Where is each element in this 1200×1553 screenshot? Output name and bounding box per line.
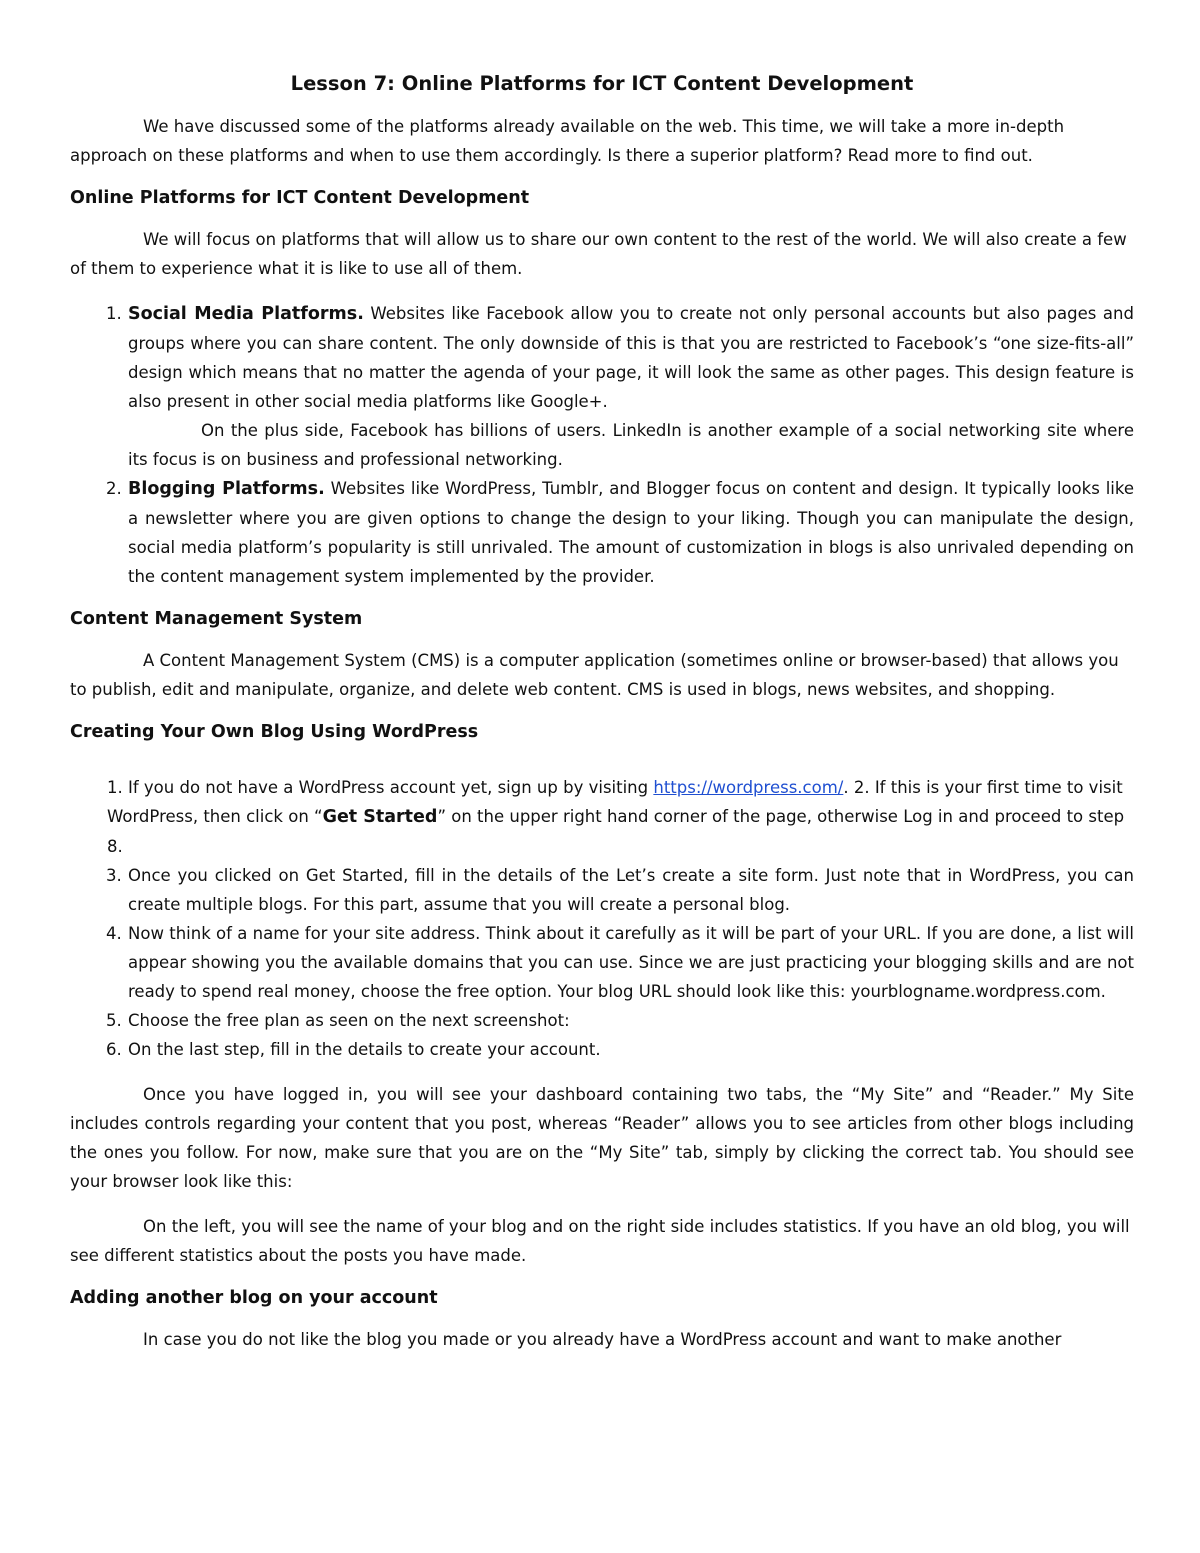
page-title: Lesson 7: Online Platforms for ICT Content Development	[290, 72, 914, 95]
list-number: 6.	[106, 1040, 122, 1059]
document-page	[70, 70, 1134, 1354]
list-number: 5.	[106, 1011, 122, 1030]
list-number: 3.	[106, 866, 122, 885]
list-item	[70, 474, 1134, 591]
list-item-text: Websites like WordPress, Tumblr, and Blogger focus on content and design. It typically looks like a newsletter where you are given options to change the design to your liking. Though you can manipulate the design, social media platform’s popularity is still unrivaled. The amount of customization in blogs is also unrivaled depending on the content management system implemented by the provider.	[128, 479, 1134, 586]
list-number: 1.	[107, 778, 123, 797]
list-number: 2.	[106, 479, 122, 498]
list-number: 4.	[106, 924, 122, 943]
adding-blog-paragraph: In case you do not like the blog you made or you already have a WordPress account and want to make another	[143, 1330, 1062, 1349]
list-item-text: On the last step, fill in the details to create your account.	[128, 1040, 601, 1059]
list-item-text: Choose the free plan as seen on the next screenshot:	[128, 1011, 570, 1030]
list-item-lead: Social Media Platforms.	[128, 304, 364, 324]
dashboard-paragraph: Once you have logged in, you will see your dashboard containing two tabs, the “My Site” and “Reader.” My Site includes controls regarding your content that you post, whereas “Reader” allows you to see articles from other blogs including the ones you follow. For now, make sure that you are on the “My Site” tab, simply by clicking the correct tab. You should see your browser look like this:	[70, 1085, 1134, 1191]
list-item-subparagraph: On the plus side, Facebook has billions of users. LinkedIn is another example of a social networking site where its focus is on business and professional networking.	[128, 421, 1134, 469]
list-item-lead: Blogging Platforms.	[128, 479, 325, 499]
list-item-text: Once you clicked on Get Started, fill in the details of the Let’s create a site form. Just note that in WordPress, you can create multiple blogs. For this part, assume that you will create a personal blog.	[128, 866, 1134, 914]
list-item	[70, 861, 1134, 919]
list-item	[70, 773, 1134, 861]
list-item	[70, 1006, 1134, 1035]
online-platforms-paragraph: We will focus on platforms that will allow us to share our own content to the rest of the world. We will also create a few of them to experience what it is like to use all of them.	[70, 230, 1127, 278]
section-heading-cms: Content Management System	[70, 609, 363, 629]
list-item-text: ” on the upper right hand corner of the page, otherwise Log in and proceed to step 8.	[107, 807, 1125, 856]
list-number: 1.	[106, 304, 122, 323]
section-heading-wordpress: Creating Your Own Blog Using WordPress	[70, 722, 479, 742]
list-item	[70, 299, 1134, 474]
cms-paragraph: A Content Management System (CMS) is a computer application (sometimes online or browser-based) that allows you to publish, edit and manipulate, organize, and delete web content. CMS is used in blogs, news websites, and shopping.	[70, 651, 1119, 699]
list-item	[70, 919, 1134, 1006]
intro-paragraph: We have discussed some of the platforms already available on the web. This time, we will take a more in-depth approach on these platforms and when to use them accordingly. Is there a superior platform? Read more to find out.	[70, 117, 1065, 165]
statistics-paragraph: On the left, you will see the name of your blog and on the right side includes statistics. If you have an old blog, you will see different statistics about the posts you have made.	[70, 1217, 1130, 1265]
get-started-label: Get Started	[322, 807, 438, 827]
wordpress-link[interactable]: https://wordpress.com/	[653, 778, 844, 797]
section-heading-online-platforms: Online Platforms for ICT Content Development	[70, 188, 530, 208]
list-item-text: . 2. If this is your first time to visit WordPress, then click on “	[107, 778, 1123, 826]
section-heading-adding-blog: Adding another blog on your account	[70, 1288, 438, 1308]
list-item-text: Now think of a name for your site address. Think about it carefully as it will be part of your URL. If you are done, a list will appear showing you the available domains that you can use. Since we are just practicing your blogging skills and are not ready to spend real money, choose the free option. Your blog URL should look like this: yourblogname.wordpress.com.	[128, 924, 1134, 1001]
list-item	[70, 1035, 1134, 1064]
list-item-text: Websites like Facebook allow you to create not only personal accounts but also pages and groups where you can share content. The only downside of this is that you are restricted to Facebook’s “one size-fits-all” design which means that no matter the agenda of your page, it will look the same as other pages. This design feature is also present in other social media platforms like Google+.	[128, 304, 1134, 411]
list-item-text: If you do not have a WordPress account yet, sign up by visiting	[122, 778, 654, 797]
